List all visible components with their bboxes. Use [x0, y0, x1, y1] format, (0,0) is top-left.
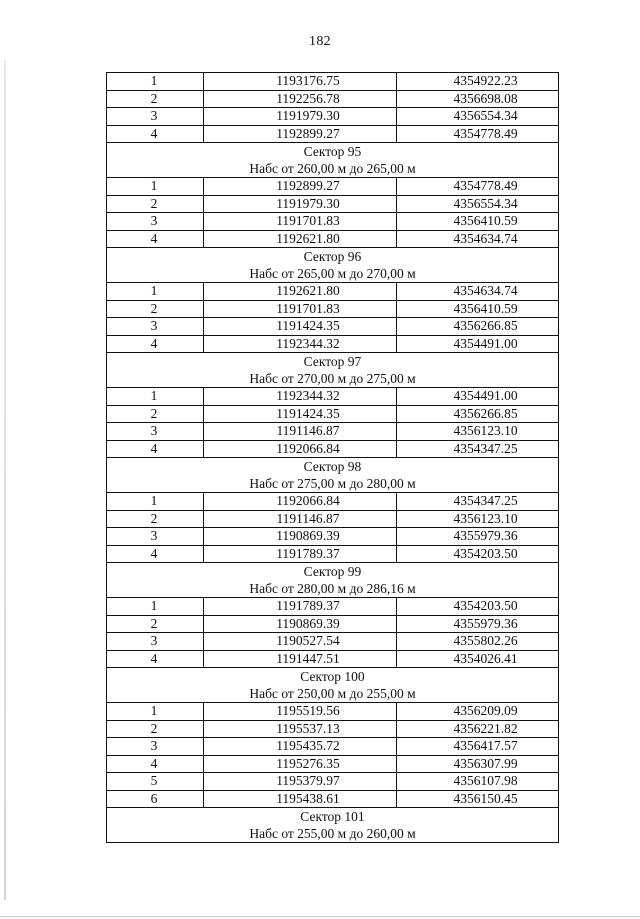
table-row [107, 300, 559, 318]
table-row [107, 178, 559, 196]
point-number-cell: 6 [107, 790, 204, 808]
sector-title-row [107, 248, 559, 266]
y-coordinate-cell: 4355979.36 [397, 615, 559, 633]
point-number-cell: 4 [107, 755, 204, 773]
y-coordinate-cell: 4354491.00 [397, 335, 559, 353]
point-number-cell: 3 [107, 528, 204, 546]
sector-range-row [107, 160, 559, 178]
sector-range: Набс от 265,00 м до 270,00 м [107, 265, 559, 283]
sector-title: Сектор 98 [107, 458, 559, 476]
x-coordinate-cell: 1191424.35 [204, 405, 397, 423]
table-row [107, 213, 559, 231]
y-coordinate-cell: 4356107.98 [397, 773, 559, 791]
table-row [107, 790, 559, 808]
y-coordinate-cell: 4354026.41 [397, 650, 559, 668]
y-coordinate-cell: 4354203.50 [397, 545, 559, 563]
x-coordinate-cell: 1192621.80 [204, 283, 397, 301]
x-coordinate-cell: 1191979.30 [204, 195, 397, 213]
table-row [107, 423, 559, 441]
x-coordinate-cell: 1195438.61 [204, 790, 397, 808]
sector-range: Набс от 270,00 м до 275,00 м [107, 370, 559, 388]
sector-title-row [107, 458, 559, 476]
table-row [107, 405, 559, 423]
point-number-cell: 2 [107, 195, 204, 213]
point-number-cell: 1 [107, 178, 204, 196]
sector-title-row [107, 353, 559, 371]
point-number-cell: 3 [107, 633, 204, 651]
x-coordinate-cell: 1191701.83 [204, 300, 397, 318]
table-row [107, 318, 559, 336]
sector-title: Сектор 101 [107, 808, 559, 826]
y-coordinate-cell: 4354347.25 [397, 493, 559, 511]
x-coordinate-cell: 1191146.87 [204, 423, 397, 441]
point-number-cell: 4 [107, 335, 204, 353]
point-number-cell: 3 [107, 213, 204, 231]
coordinates-table [106, 72, 559, 843]
coordinates-table-body [107, 73, 559, 843]
sector-title-row [107, 563, 559, 581]
sector-range: Набс от 255,00 м до 260,00 м [107, 825, 559, 843]
x-coordinate-cell: 1190869.39 [204, 615, 397, 633]
x-coordinate-cell: 1190527.54 [204, 633, 397, 651]
y-coordinate-cell: 4356266.85 [397, 318, 559, 336]
table-row [107, 510, 559, 528]
y-coordinate-cell: 4354634.74 [397, 230, 559, 248]
table-row [107, 108, 559, 126]
x-coordinate-cell: 1192344.32 [204, 388, 397, 406]
y-coordinate-cell: 4356554.34 [397, 108, 559, 126]
table-row [107, 73, 559, 91]
page-number: 182 [309, 34, 331, 49]
point-number-cell: 1 [107, 73, 204, 91]
sector-title-row [107, 808, 559, 826]
point-number-cell: 1 [107, 388, 204, 406]
table-row [107, 773, 559, 791]
y-coordinate-cell: 4356150.45 [397, 790, 559, 808]
x-coordinate-cell: 1195537.13 [204, 720, 397, 738]
x-coordinate-cell: 1192899.27 [204, 178, 397, 196]
point-number-cell: 2 [107, 300, 204, 318]
sector-title: Сектор 96 [107, 248, 559, 266]
table-row [107, 738, 559, 756]
point-number-cell: 1 [107, 493, 204, 511]
x-coordinate-cell: 1195435.72 [204, 738, 397, 756]
y-coordinate-cell: 4354778.49 [397, 178, 559, 196]
x-coordinate-cell: 1191424.35 [204, 318, 397, 336]
point-number-cell: 5 [107, 773, 204, 791]
y-coordinate-cell: 4356209.09 [397, 703, 559, 721]
point-number-cell: 1 [107, 703, 204, 721]
x-coordinate-cell: 1191146.87 [204, 510, 397, 528]
x-coordinate-cell: 1192066.84 [204, 493, 397, 511]
point-number-cell: 2 [107, 615, 204, 633]
table-row [107, 388, 559, 406]
point-number-cell: 3 [107, 738, 204, 756]
sector-range-row [107, 580, 559, 598]
x-coordinate-cell: 1195276.35 [204, 755, 397, 773]
x-coordinate-cell: 1191789.37 [204, 545, 397, 563]
sector-range-row [107, 685, 559, 703]
point-number-cell: 2 [107, 510, 204, 528]
y-coordinate-cell: 4356417.57 [397, 738, 559, 756]
y-coordinate-cell: 4356123.10 [397, 423, 559, 441]
sector-range: Набс от 260,00 м до 265,00 м [107, 160, 559, 178]
table-row [107, 90, 559, 108]
scan-bottom-edge [0, 916, 640, 917]
y-coordinate-cell: 4355979.36 [397, 528, 559, 546]
table-row [107, 230, 559, 248]
sector-range: Набс от 280,00 м до 286,16 м [107, 580, 559, 598]
table-row [107, 650, 559, 668]
y-coordinate-cell: 4356307.99 [397, 755, 559, 773]
table-row [107, 440, 559, 458]
sector-range-row [107, 370, 559, 388]
y-coordinate-cell: 4354778.49 [397, 125, 559, 143]
y-coordinate-cell: 4356266.85 [397, 405, 559, 423]
table-row [107, 545, 559, 563]
table-row [107, 125, 559, 143]
x-coordinate-cell: 1190869.39 [204, 528, 397, 546]
table-row [107, 755, 559, 773]
point-number-cell: 2 [107, 405, 204, 423]
y-coordinate-cell: 4354922.23 [397, 73, 559, 91]
point-number-cell: 1 [107, 598, 204, 616]
x-coordinate-cell: 1192256.78 [204, 90, 397, 108]
x-coordinate-cell: 1195379.97 [204, 773, 397, 791]
x-coordinate-cell: 1191979.30 [204, 108, 397, 126]
x-coordinate-cell: 1195519.56 [204, 703, 397, 721]
point-number-cell: 4 [107, 545, 204, 563]
y-coordinate-cell: 4356554.34 [397, 195, 559, 213]
table-row [107, 615, 559, 633]
table-row [107, 633, 559, 651]
sector-title: Сектор 99 [107, 563, 559, 581]
point-number-cell: 1 [107, 283, 204, 301]
x-coordinate-cell: 1192344.32 [204, 335, 397, 353]
table-row [107, 528, 559, 546]
table-row [107, 598, 559, 616]
sector-range-row [107, 475, 559, 493]
table-row [107, 283, 559, 301]
point-number-cell: 4 [107, 125, 204, 143]
sector-title: Сектор 100 [107, 668, 559, 686]
point-number-cell: 2 [107, 90, 204, 108]
sector-range: Набс от 275,00 м до 280,00 м [107, 475, 559, 493]
x-coordinate-cell: 1191701.83 [204, 213, 397, 231]
x-coordinate-cell: 1191447.51 [204, 650, 397, 668]
y-coordinate-cell: 4356221.82 [397, 720, 559, 738]
sector-range: Набс от 250,00 м до 255,00 м [107, 685, 559, 703]
y-coordinate-cell: 4356123.10 [397, 510, 559, 528]
y-coordinate-cell: 4354203.50 [397, 598, 559, 616]
y-coordinate-cell: 4354634.74 [397, 283, 559, 301]
sector-range-row [107, 825, 559, 843]
table-row [107, 703, 559, 721]
sector-title: Сектор 97 [107, 353, 559, 371]
x-coordinate-cell: 1193176.75 [204, 73, 397, 91]
x-coordinate-cell: 1191789.37 [204, 598, 397, 616]
point-number-cell: 4 [107, 230, 204, 248]
sector-title: Сектор 95 [107, 143, 559, 161]
x-coordinate-cell: 1192899.27 [204, 125, 397, 143]
y-coordinate-cell: 4355802.26 [397, 633, 559, 651]
point-number-cell: 2 [107, 720, 204, 738]
y-coordinate-cell: 4356410.59 [397, 300, 559, 318]
y-coordinate-cell: 4354347.25 [397, 440, 559, 458]
table-row [107, 720, 559, 738]
point-number-cell: 4 [107, 650, 204, 668]
table-row [107, 493, 559, 511]
table-row [107, 195, 559, 213]
point-number-cell: 3 [107, 423, 204, 441]
scan-edge-shadow [4, 60, 6, 900]
point-number-cell: 3 [107, 108, 204, 126]
table-row [107, 335, 559, 353]
y-coordinate-cell: 4356410.59 [397, 213, 559, 231]
y-coordinate-cell: 4356698.08 [397, 90, 559, 108]
x-coordinate-cell: 1192066.84 [204, 440, 397, 458]
point-number-cell: 4 [107, 440, 204, 458]
x-coordinate-cell: 1192621.80 [204, 230, 397, 248]
y-coordinate-cell: 4354491.00 [397, 388, 559, 406]
sector-title-row [107, 143, 559, 161]
sector-title-row [107, 668, 559, 686]
point-number-cell: 3 [107, 318, 204, 336]
sector-range-row [107, 265, 559, 283]
